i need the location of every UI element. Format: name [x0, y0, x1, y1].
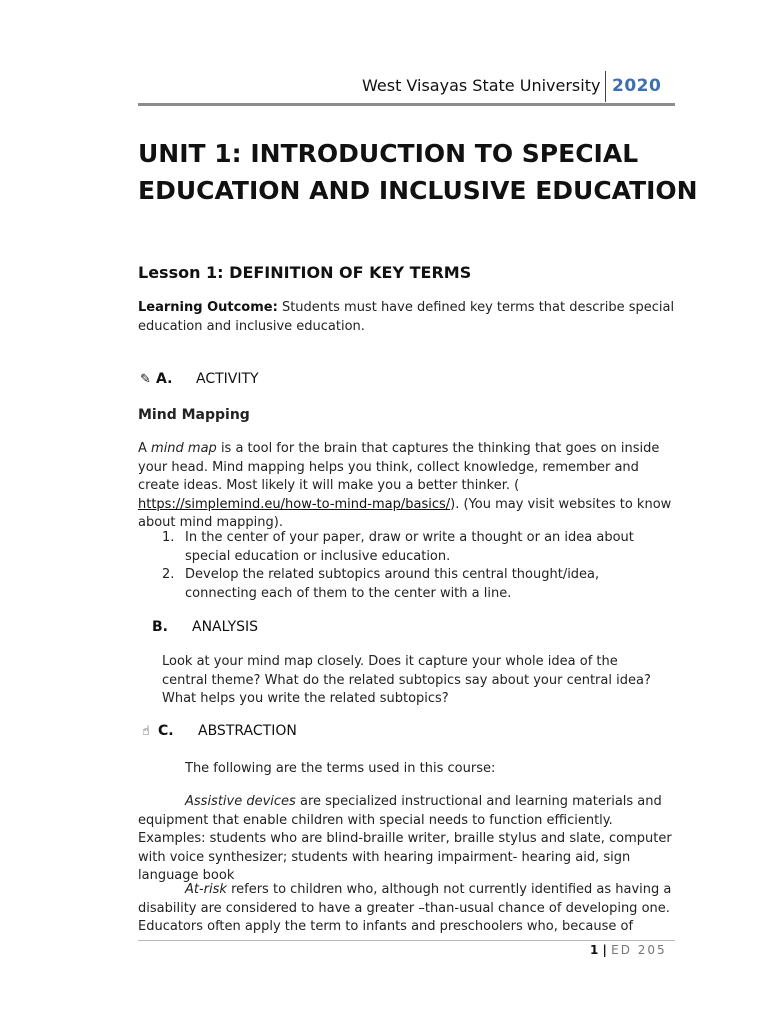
at-risk-term: At-risk	[185, 882, 227, 897]
lesson-title	[138, 263, 471, 282]
step-text: Develop the related subtopics around this central thought/idea, connecting each of them to the center with a line.	[185, 567, 600, 601]
section-b-heading	[152, 619, 258, 635]
footer-separator: |	[598, 943, 612, 957]
step-number: 1.	[162, 530, 175, 545]
learning-outcome-text: Students must have defined key terms that describe special education and inclusive education.	[138, 300, 675, 334]
section-b-letter: B.	[152, 619, 168, 635]
lesson-name: DEFINITION OF KEY TERMS	[229, 263, 472, 282]
section-a-title: ACTIVITY	[196, 371, 259, 387]
lesson-label: Lesson 1:	[138, 263, 224, 282]
footer-rule	[138, 940, 675, 941]
mind-map-link[interactable]: https://simplemind.eu/how-to-mind-map/basics/	[138, 496, 451, 512]
mind-mapping-heading: Mind Mapping	[138, 407, 250, 423]
header-divider	[605, 71, 606, 102]
learning-outcome-label: Learning Outcome:	[138, 300, 278, 315]
hand-pointer-icon: ☝	[142, 724, 150, 739]
mind-map-paragraph	[138, 440, 678, 533]
mind-map-text-a: A	[138, 441, 152, 456]
activity-steps	[162, 529, 672, 603]
at-risk-paragraph	[138, 881, 678, 937]
section-c-heading	[142, 723, 297, 739]
section-c-letter: C.	[158, 723, 174, 739]
header-rule	[138, 103, 675, 106]
mind-map-text-b: is a tool for the brain that captures the thinking that goes on inside your head. Mind mapping helps you think, collect knowledge, remember and create ideas. Most likely it will make you a better thinker. (	[138, 441, 660, 493]
page-number: 1	[590, 943, 599, 957]
unit-title: UNIT 1: INTRODUCTION TO SPECIAL EDUCATION AND INCLUSIVE EDUCATION	[138, 139, 698, 205]
analysis-paragraph: Look at your mind map closely. Does it capture your whole idea of the central theme? What do the related subtopics say about your central idea? What helps you write the related subtopics?	[162, 654, 651, 706]
assistive-devices-term: Assistive devices	[185, 794, 296, 809]
section-b-title: ANALYSIS	[192, 619, 259, 635]
mind-map-text-c: ). (You may visit websites to know about mind mapping).	[138, 496, 672, 530]
learning-outcome	[138, 299, 678, 336]
page-footer	[590, 943, 667, 957]
step-text: In the center of your paper, draw or write a thought or an idea about special education or inclusive education.	[185, 530, 634, 564]
list-item	[162, 566, 672, 603]
step-number: 2.	[162, 567, 175, 582]
section-c-title: ABSTRACTION	[198, 723, 297, 739]
mind-map-term: mind map	[151, 441, 217, 456]
university-name: West Visayas State University	[362, 76, 601, 95]
assistive-devices-definition: are specialized instructional and learning materials and equipment that enable children with special needs to function efficiently. Examples: students who are blind-braille writer, braille stylus and slate, computer with voice synthesizer; students with hearing impairment- hearing aid, sign language book	[138, 794, 672, 883]
header-year: 2020	[612, 76, 662, 96]
at-risk-definition: refers to children who, although not currently identified as having a disability are considered to have a greater –than-usual chance of developing one. Educators often apply the term to infants and preschoolers who, because of	[138, 882, 672, 934]
section-a-heading	[140, 371, 259, 387]
course-code: ED 205	[611, 943, 667, 957]
assistive-devices-paragraph	[138, 793, 678, 886]
section-a-letter: A.	[156, 371, 173, 387]
list-item	[162, 529, 672, 566]
pencil-icon: ✎	[140, 372, 151, 387]
abstraction-intro: The following are the terms used in this course:	[185, 761, 496, 776]
